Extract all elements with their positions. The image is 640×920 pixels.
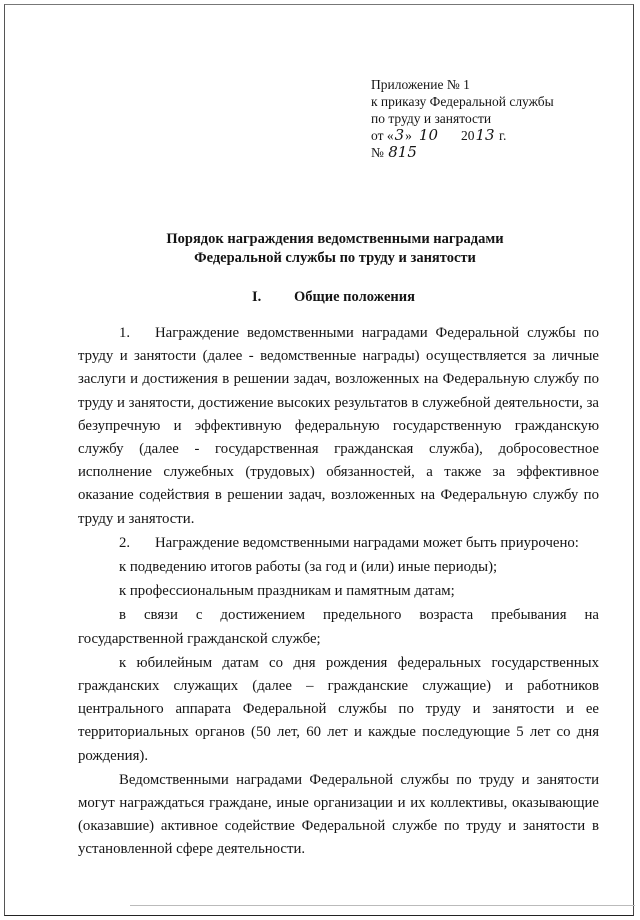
section-heading — [252, 289, 415, 306]
appendix-line-2: к приказу Федеральной службы — [371, 94, 554, 109]
date-year-prefix: 20 — [461, 128, 475, 143]
appendix-number — [371, 144, 554, 161]
list-item-1: к подведению итогов работы (за год и (или) иные периоды); — [119, 559, 498, 576]
paragraph-2-number: 2. — [119, 534, 131, 551]
title-line-1: Порядок награждения ведомственными наградами — [166, 231, 504, 247]
appendix-header — [371, 76, 554, 161]
paragraph-1-number: 1. — [119, 325, 131, 341]
date-mid: » — [405, 128, 412, 143]
document-title — [0, 230, 640, 268]
date-year-handwritten: 13 — [475, 126, 495, 144]
paragraph-1 — [78, 322, 599, 531]
appendix-line-3: по труду и занятости — [371, 111, 492, 126]
list-item-4: к юбилейным датам со дня рождения федеральных государственных гражданских служащих (далее – гражданские служащие) и работников центрального аппарата Федеральной службы по труду и занятости и ее территориальных органов (50 лет, 60 лет и каждые последующие 5 лет со дня рождения). — [78, 654, 599, 764]
paragraph-3: Ведомственными наградами Федеральной службы по труду и занятости могут награждаться граждане, иные организации и их коллективы, оказывающие (оказавшие) активное содействие Федеральной службе по труду и занятости в установленной сфере деятельности. — [78, 771, 599, 858]
scan-edge — [130, 905, 635, 912]
appendix-line-1: Приложение № 1 — [371, 77, 470, 92]
appendix-date — [371, 127, 554, 144]
paragraph-1-text: Награждение ведомственными наградами Федеральной службы по труду и занятости (далее - ведомственные награды) осуществляется за личные заслуги и достижения в решении задач, возложенных на Федеральную службу по труду и занятости, достижение высоких результатов в служебной деятельности, за безупречную и эффективную федеральную государственную гражданскую службу (далее - государственная гражданская служба), добросовестное исполнение служебных (трудовых) обязанностей, а также за эффективное оказание содействия в решении задач, возложенных на Федеральную службу по труду и занятости. — [78, 325, 599, 527]
date-month-handwritten: 10 — [418, 126, 438, 144]
date-prefix: от « — [371, 128, 394, 143]
date-end: г. — [498, 128, 507, 143]
list-item-2: к профессиональным праздникам и памятным датам; — [119, 583, 455, 600]
number-prefix: № — [371, 145, 384, 160]
section-title: Общие положения — [294, 289, 415, 305]
paragraph-2-text: Награждение ведомственными наградами может быть приурочено: — [155, 534, 579, 551]
number-handwritten: 815 — [388, 143, 417, 161]
date-day-handwritten: 3 — [394, 126, 405, 144]
list-item-3: в связи с достижением предельного возраста пребывания на государственной гражданской службе; — [78, 607, 599, 647]
title-line-2: Федеральной службы по труду и занятости — [194, 250, 476, 266]
paragraph-2 — [78, 532, 599, 555]
document-body — [78, 322, 599, 862]
section-number: I. — [252, 289, 262, 305]
